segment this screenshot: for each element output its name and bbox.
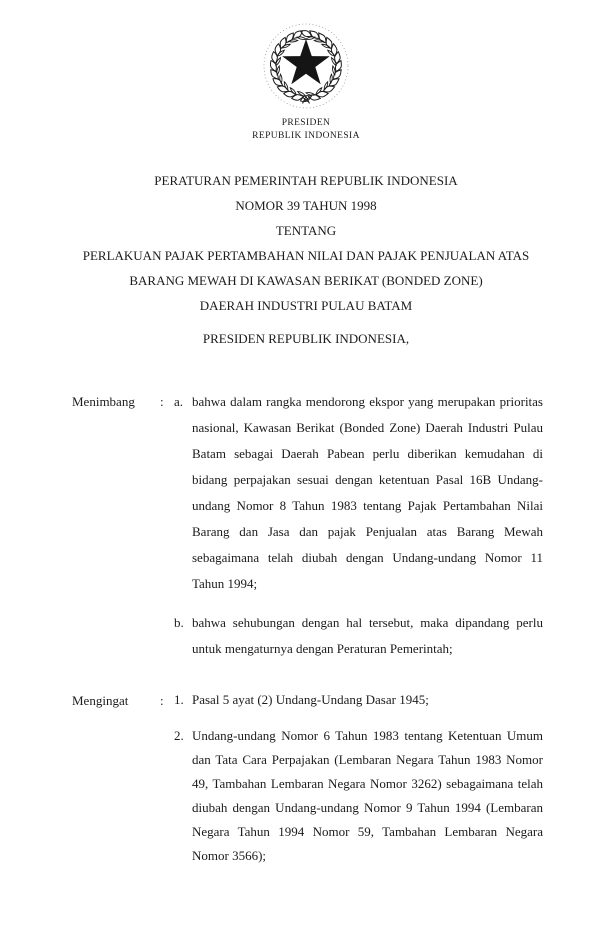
item-text: Pasal 5 ayat (2) Undang-Undang Dasar 1945;	[192, 692, 429, 707]
section-menimbang	[72, 389, 543, 662]
title-line-subject-2: BARANG MEWAH DI KAWASAN BERIKAT (BONDED ZONE)	[129, 273, 483, 288]
item-marker: a.	[174, 394, 184, 409]
regulation-title	[0, 168, 612, 318]
item-text: Undang-undang Nomor 6 Tahun 1983 tentang Ketentuan Umum dan Tata Cara Perpajakan (Lembaran Negara Tahun 1983 Nomor 49, Tambahan Lembaran Negara Nomor 3262) sebagaimana telah diubah dengan Undang-undang Nomor 9 Tahun 1994 (Lembaran Negara Tahun 1994 Nomor 59, Tambahan Lembaran Negara Nomor 3566);	[192, 728, 543, 863]
title-line-tentang: TENTANG	[275, 223, 337, 238]
salutation: PRESIDEN REPUBLIK INDONESIA,	[202, 331, 410, 346]
list-item-a	[174, 389, 543, 597]
item-marker: b.	[174, 615, 184, 630]
presidential-seal-emblem-icon	[256, 20, 356, 112]
title-line-regulation-type: PERATURAN PEMERINTAH REPUBLIK INDONESIA	[154, 173, 458, 188]
item-marker: 2.	[174, 728, 184, 743]
list-item-b	[174, 610, 543, 662]
list-item-2	[174, 724, 543, 868]
item-marker: 1.	[174, 692, 184, 707]
title-line-subject-3: DAERAH INDUSTRI PULAU BATAM	[199, 298, 413, 313]
clause-items	[174, 389, 543, 662]
list-item-1	[174, 688, 543, 712]
clause-label: Mengingat	[72, 693, 129, 708]
clause-colon: :	[160, 693, 164, 708]
title-line-subject-1: PERLAKUAN PAJAK PERTAMBAHAN NILAI DAN PAJAK PENJUALAN ATAS	[82, 248, 530, 263]
clause-colon: :	[160, 394, 164, 409]
document-body	[72, 389, 543, 868]
clause-label: Menimbang	[72, 394, 135, 409]
seal-caption	[0, 117, 612, 142]
item-text: bahwa sehubungan dengan hal tersebut, maka dipandang perlu untuk mengaturnya dengan Peraturan Pemerintah;	[192, 615, 543, 656]
section-mengingat	[72, 688, 543, 868]
seal-caption-line-republik: REPUBLIK INDONESIA	[252, 130, 360, 141]
title-line-number-year: NOMOR 39 TAHUN 1998	[235, 198, 377, 213]
clause-items	[174, 688, 543, 868]
presidential-seal	[0, 0, 612, 142]
item-text: bahwa dalam rangka mendorong ekspor yang merupakan prioritas nasional, Kawasan Berikat (Bonded Zone) Daerah Industri Pulau Batam sebagai Daerah Pabean perlu diberikan kemudahan di bidang perpajakan sesuai dengan ketentuan Pasal 16B Undang-undang Nomor 8 Tahun 1983 tentang Pajak Pertambahan Nilai Barang dan Jasa dan pajak Penjualan atas Barang Mewah sebagaimana telah diubah dengan Undang-undang Nomor 11 Tahun 1994;	[192, 394, 543, 591]
seal-caption-line-presiden: PRESIDEN	[281, 118, 331, 128]
